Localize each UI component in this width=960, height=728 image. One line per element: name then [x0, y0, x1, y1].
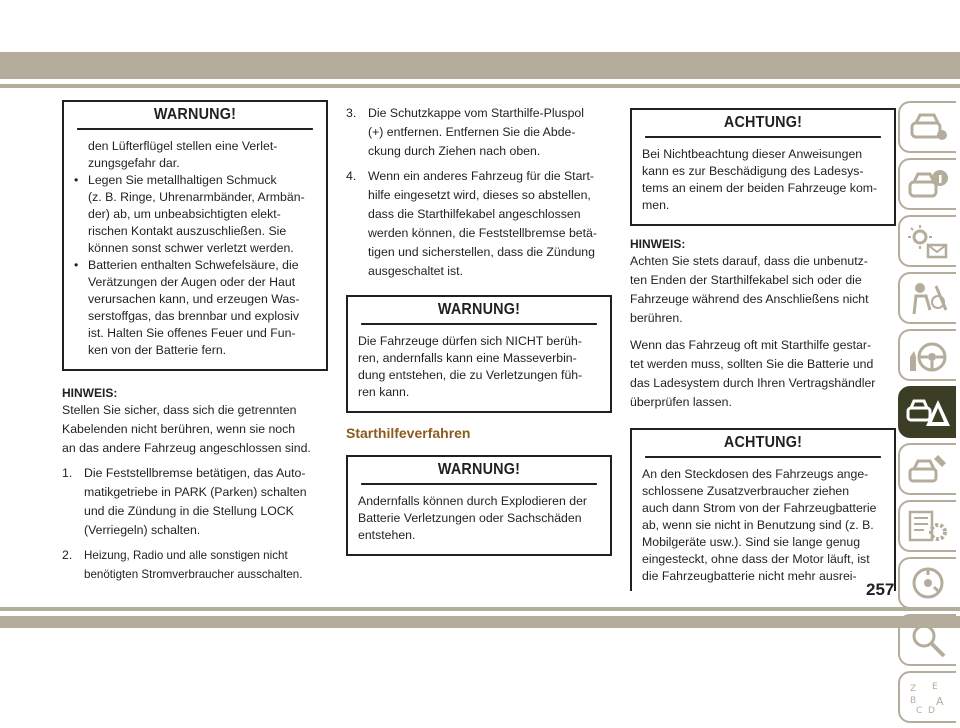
- warning-line: zungsgefahr dar.: [88, 156, 180, 170]
- svg-text:A: A: [936, 695, 944, 708]
- warning-box: [62, 100, 328, 371]
- column-left: [62, 100, 328, 584]
- warning-body: [348, 325, 610, 411]
- step-item-3: [346, 104, 612, 161]
- caution-line: ab, wenn sie nicht in Benutzung sind (z. B.: [642, 518, 874, 532]
- note-line: berühren.: [630, 311, 683, 325]
- caution-line: schlossene Zusatzverbraucher ziehen: [642, 484, 850, 498]
- warning-line: dung entstehen, die zu Verletzungen füh-: [358, 368, 583, 382]
- caution-line: auch dann Strom von der Fahrzeugbatterie: [642, 501, 877, 515]
- step-line: werden können, die Feststellbremse betä-: [368, 226, 597, 240]
- caution-line: Mobilgeräte usw.). Sind sie lange genug: [642, 535, 861, 549]
- tab-car-info[interactable]: [898, 158, 956, 210]
- note-line: Kabelenden nicht berühren, wenn sie noch: [62, 422, 296, 436]
- warning-line: ren, andernfalls kann eine Masseverbin-: [358, 351, 577, 365]
- bullet-item: [74, 172, 316, 257]
- step-number: 3.: [346, 106, 357, 120]
- caution-line: Bei Nichtbeachtung dieser Anweisungen: [642, 147, 863, 161]
- step-line: Heizung, Radio und alle sonstigen nicht: [84, 549, 288, 562]
- footer-band: [0, 616, 960, 628]
- caution-line: tems an einem der beiden Fahrzeuge kom-: [642, 181, 878, 195]
- warning-title: WARNUNG!: [361, 457, 597, 485]
- bullet-line: Legen Sie metallhaltigen Schmuck: [88, 173, 277, 187]
- warning-line: Andernfalls können durch Explodieren der: [358, 494, 588, 508]
- note-line: Achten Sie stets darauf, dass die unbenutz-: [630, 254, 868, 268]
- step-line: matikgetriebe in PARK (Parken) schalten: [84, 485, 307, 499]
- step-number: 1.: [62, 466, 73, 480]
- bullet-symbol: •: [74, 258, 79, 272]
- caution-body: [632, 458, 894, 591]
- bullet-line: Batterien enthalten Schwefelsäure, die: [88, 258, 299, 272]
- car-key-icon: [906, 109, 950, 147]
- step-line: Die Schutzkappe vom Starthilfe-Pluspol: [368, 106, 584, 120]
- caution-line: An den Steckdosen des Fahrzeugs ange-: [642, 467, 869, 481]
- emergency-triangle-car-icon: [906, 394, 950, 432]
- caution-line: men.: [642, 198, 670, 212]
- note-line: ten Enden der Starthilfekabel sich oder die: [630, 273, 862, 287]
- steering-start-icon: [906, 337, 950, 375]
- multimedia-icon: [906, 565, 950, 603]
- step-line: hilfe eingesetzt wird, dieses so abstellen,: [368, 188, 591, 202]
- body-line: überprüfen lassen.: [630, 395, 732, 409]
- warning-box: [346, 455, 612, 556]
- caution-line: kann es zur Beschädigung des Ladesys-: [642, 164, 864, 178]
- note-label: HINWEIS:: [630, 237, 686, 251]
- step-number: 4.: [346, 169, 357, 183]
- tab-starting[interactable]: [898, 329, 956, 381]
- step-line: (+) entfernen. Entfernen Sie die Abde-: [368, 125, 576, 139]
- tab-multimedia[interactable]: [898, 557, 956, 609]
- step-line: ausgeschaltet ist.: [368, 264, 464, 278]
- svg-text:C: C: [916, 706, 923, 716]
- chapter-tabs: [898, 101, 960, 728]
- bullet-line: Verätzungen der Augen oder der Haut: [88, 275, 296, 289]
- step-line: tigen und sicherstellen, dass die Zündung: [368, 245, 595, 259]
- specs-gear-icon: [906, 508, 950, 546]
- tab-safety[interactable]: [898, 272, 956, 324]
- step-line: Wenn ein anderes Fahrzeug für die Start-: [368, 169, 595, 183]
- step-line: benötigten Stromverbraucher ausschalten.: [84, 568, 303, 581]
- warning-title: WARNUNG!: [361, 297, 597, 325]
- safety-airbag-icon: [906, 280, 950, 318]
- warning-line: Die Fahrzeuge dürfen sich NICHT berüh-: [358, 334, 582, 348]
- column-right: [630, 108, 896, 591]
- caution-line: eingesteckt, ohne dass der Motor läuft, ist: [642, 552, 870, 566]
- bullet-line: (z. B. Ringe, Uhrenarmbänder, Armbän-: [88, 190, 305, 204]
- warning-line: ren kann.: [358, 385, 410, 399]
- tab-languages[interactable]: [898, 671, 956, 723]
- car-info-icon: [906, 166, 950, 204]
- bullet-symbol: •: [74, 173, 79, 187]
- step-line: dass die Starthilfekabel angeschlossen: [368, 207, 581, 221]
- tab-specs[interactable]: [898, 500, 956, 552]
- note-line: an das andere Fahrzeug angeschlossen sind.: [62, 441, 311, 455]
- tab-emergency[interactable]: [898, 386, 956, 438]
- column-middle: [346, 104, 612, 556]
- tab-car-key[interactable]: [898, 101, 956, 153]
- note-line: Fahrzeuge während des Anschließens nicht: [630, 292, 869, 306]
- warning-line: den Lüfterflügel stellen eine Verlet-: [88, 139, 278, 153]
- header-rule: [0, 84, 960, 88]
- bullet-line: der) ab, um unbeabsichtigten elekt-: [88, 207, 281, 221]
- svg-text:B: B: [910, 696, 917, 706]
- step-line: (Verriegeln) schalten.: [84, 523, 201, 537]
- step-number: 2.: [62, 548, 73, 562]
- car-service-icon: [906, 451, 950, 489]
- tab-service[interactable]: [898, 443, 956, 495]
- bullet-line: serstoffgas, das brennbar und explosiv: [88, 309, 299, 323]
- page-number: 257: [866, 580, 895, 599]
- step-item-2: [62, 546, 328, 584]
- tab-warning-lights[interactable]: [898, 215, 956, 267]
- caution-body: [632, 138, 894, 224]
- bullet-line: ist. Halten Sie offenes Feuer und Fun-: [88, 326, 296, 340]
- svg-text:Z: Z: [910, 684, 917, 694]
- step-line: und die Zündung in die Stellung LOCK: [84, 504, 294, 518]
- warning-line: Batterie Verletzungen oder Sachschäden: [358, 511, 582, 525]
- body-line: Wenn das Fahrzeug oft mit Starthilfe gestar-: [630, 338, 872, 352]
- bullet-line: rischen Kontakt auszuschließen. Sie: [88, 224, 287, 238]
- svg-text:D: D: [928, 706, 935, 716]
- language-index-icon: [906, 679, 950, 717]
- step-line: ckung durch Ziehen nach oben.: [368, 144, 541, 158]
- warning-body: [348, 485, 610, 554]
- header-band: [0, 52, 960, 79]
- note-line: Stellen Sie sicher, dass sich die getrennten: [62, 403, 297, 417]
- warning-title: WARNUNG!: [77, 102, 313, 130]
- warning-line: entstehen.: [358, 528, 416, 542]
- caution-title: ACHTUNG!: [645, 430, 881, 458]
- warning-box: [346, 295, 612, 413]
- caution-line: die Fahrzeugbatterie nicht mehr ausrei-: [642, 569, 857, 583]
- caution-box: [630, 108, 896, 226]
- step-item-4: [346, 167, 612, 281]
- footer-rule: [0, 607, 960, 611]
- bullet-line: können sonst schwer verletzt werden.: [88, 241, 294, 255]
- note-label: HINWEIS:: [62, 386, 118, 400]
- warning-body: [64, 130, 326, 369]
- warning-lights-icon: [906, 223, 950, 261]
- bullet-item: [74, 257, 316, 359]
- step-line: Die Feststellbremse betätigen, das Auto-: [84, 466, 306, 480]
- svg-text:E: E: [932, 682, 938, 692]
- step-item-1: [62, 464, 328, 540]
- section-heading: Starthilfeverfahren: [346, 425, 471, 441]
- body-line: das Ladesystem durch Ihren Vertragshändler: [630, 376, 876, 390]
- bullet-line: ken von der Batterie fern.: [88, 343, 227, 357]
- caution-box: [630, 428, 896, 591]
- bullet-line: verursachen kann, und erzeugen Was-: [88, 292, 300, 306]
- caution-title: ACHTUNG!: [645, 110, 881, 138]
- body-line: tet werden muss, sollten Sie die Batterie und: [630, 357, 874, 371]
